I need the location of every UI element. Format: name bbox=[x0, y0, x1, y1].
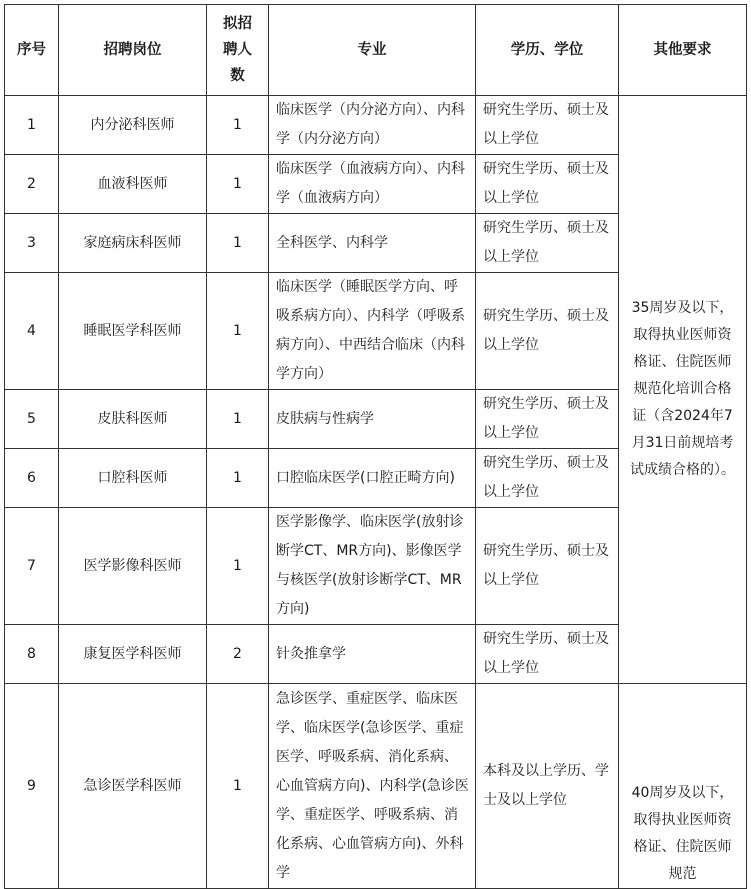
row-post: 内分泌科医师 bbox=[59, 96, 207, 155]
row-major: 皮肤病与性病学 bbox=[269, 390, 476, 449]
table-row bbox=[5, 684, 747, 889]
row-major: 口腔临床医学(口腔正畸方向) bbox=[269, 449, 476, 508]
other-requirements-2: 40周岁及以下，取得执业医师资格证、住院医师规范 bbox=[619, 684, 747, 889]
row-post: 医学影像科医师 bbox=[59, 508, 207, 625]
row-post: 皮肤科医师 bbox=[59, 390, 207, 449]
header-major: 专业 bbox=[269, 5, 476, 96]
row-count: 1 bbox=[207, 96, 269, 155]
row-post: 急诊医学科医师 bbox=[59, 684, 207, 889]
row-education: 研究生学历、硕士及以上学位 bbox=[476, 390, 619, 449]
row-count: 1 bbox=[207, 390, 269, 449]
row-count: 1 bbox=[207, 214, 269, 273]
row-count: 1 bbox=[207, 684, 269, 889]
row-education: 研究生学历、硕士及以上学位 bbox=[476, 155, 619, 214]
row-education: 研究生学历、硕士及以上学位 bbox=[476, 273, 619, 390]
row-major: 临床医学（内分泌方向）、内科学（内分泌方向） bbox=[269, 96, 476, 155]
row-no: 4 bbox=[5, 273, 59, 390]
row-major: 医学影像学、临床医学(放射诊断学CT、MR方向)、影像医学与核医学(放射诊断学CT、MR方向) bbox=[269, 508, 476, 625]
row-no: 7 bbox=[5, 508, 59, 625]
row-count: 1 bbox=[207, 155, 269, 214]
row-major: 临床医学（睡眠医学方向、呼吸系病方向）、内科学（呼吸系病方向）、中西结合临床（内科学方向） bbox=[269, 273, 476, 390]
row-post: 康复医学科医师 bbox=[59, 625, 207, 684]
row-no: 1 bbox=[5, 96, 59, 155]
row-count: 1 bbox=[207, 449, 269, 508]
row-count: 2 bbox=[207, 625, 269, 684]
row-no: 8 bbox=[5, 625, 59, 684]
row-education: 研究生学历、硕士及以上学位 bbox=[476, 96, 619, 155]
header-post: 招聘岗位 bbox=[59, 5, 207, 96]
row-no: 3 bbox=[5, 214, 59, 273]
row-post: 血液科医师 bbox=[59, 155, 207, 214]
row-post: 家庭病床科医师 bbox=[59, 214, 207, 273]
row-major: 针灸推拿学 bbox=[269, 625, 476, 684]
header-education: 学历、学位 bbox=[476, 5, 619, 96]
header-no: 序号 bbox=[5, 5, 59, 96]
row-no: 9 bbox=[5, 684, 59, 889]
row-post: 睡眠医学科医师 bbox=[59, 273, 207, 390]
row-major: 全科医学、内科学 bbox=[269, 214, 476, 273]
recruitment-table bbox=[4, 4, 747, 889]
table-row bbox=[5, 96, 747, 155]
row-no: 2 bbox=[5, 155, 59, 214]
row-education: 研究生学历、硕士及以上学位 bbox=[476, 214, 619, 273]
row-no: 6 bbox=[5, 449, 59, 508]
row-major: 急诊医学、重症医学、临床医学、临床医学(急诊医学、重症医学、呼吸系病、消化系病、心血管病方向)、内科学(急诊医学、重症医学、呼吸系病、消化系病、心血管病方向)、外科学 bbox=[269, 684, 476, 889]
row-education: 研究生学历、硕士及以上学位 bbox=[476, 625, 619, 684]
row-education: 研究生学历、硕士及以上学位 bbox=[476, 449, 619, 508]
row-major: 临床医学（血液病方向）、内科学（血液病方向） bbox=[269, 155, 476, 214]
header-other: 其他要求 bbox=[619, 5, 747, 96]
row-education: 本科及以上学历、学士及以上学位 bbox=[476, 684, 619, 889]
other-requirements-1: 35周岁及以下，取得执业医师资格证、住院医师规范化培训合格证（含2024年7月31日前规培考试成绩合格的）。 bbox=[619, 96, 747, 684]
row-post: 口腔科医师 bbox=[59, 449, 207, 508]
header-count: 拟招聘人数 bbox=[207, 5, 269, 96]
row-count: 1 bbox=[207, 273, 269, 390]
table-header-row bbox=[5, 5, 747, 96]
row-count: 1 bbox=[207, 508, 269, 625]
row-education: 研究生学历、硕士及以上学位 bbox=[476, 508, 619, 625]
row-no: 5 bbox=[5, 390, 59, 449]
